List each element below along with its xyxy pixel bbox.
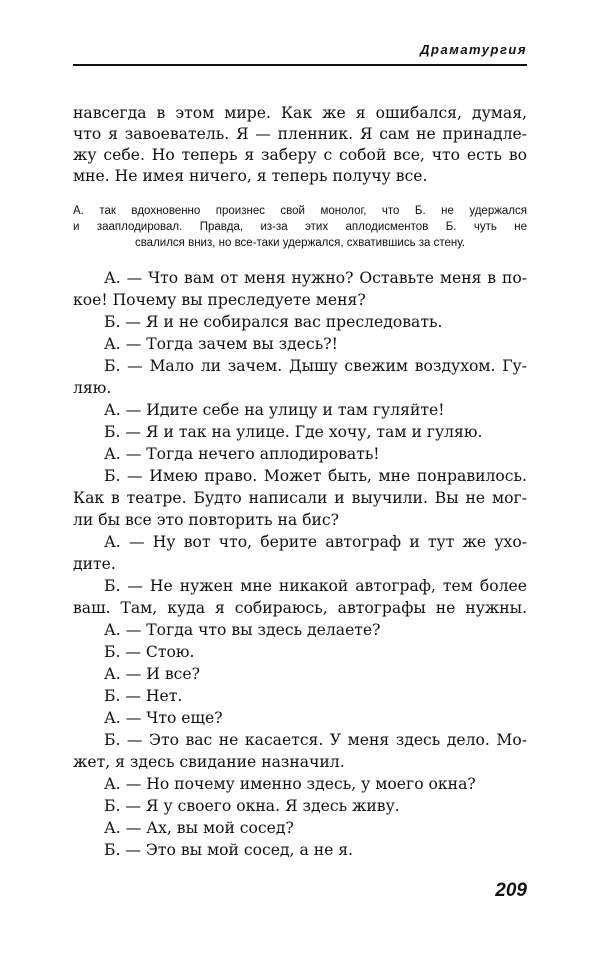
- dialogue-line: Б. — Стою.: [104, 643, 195, 661]
- dialogue-line: дите.: [73, 555, 116, 573]
- dialogue-line: ли бы все это повторить на бис?: [73, 511, 339, 529]
- dialogue-line: Как в театре. Будто написали и выучили. Вы не мог-: [73, 489, 527, 507]
- dialogue-line: Б. — Не нужен мне никакой автограф, тем более: [104, 577, 527, 595]
- text-line: навсегда в этом мире. Как же я ошибался, думая,: [73, 104, 527, 122]
- dialogue-line: А. — Тогда зачем вы здесь?!: [104, 335, 338, 353]
- dialogue-line: Б. — Я и так на улице. Где хочу, там и гуляю.: [104, 423, 483, 441]
- dialogue-line: ваш. Там, куда я собираюсь, автографы не нужны.: [73, 599, 527, 617]
- dialogue-line: А. — Но почему именно здесь, у моего окна?: [104, 775, 476, 793]
- text-line: что я завоеватель. Я — пленник. Я сам не принадле-: [73, 125, 527, 143]
- dialogue-line: А. — Ну вот что, берите автограф и тут же ухо-: [104, 533, 527, 551]
- dialogue-line: Б. — Я у своего окна. Я здесь живу.: [104, 797, 400, 815]
- dialogue-line: кое! Почему вы преследуете меня?: [73, 291, 366, 309]
- dialogue-line: А. — Тогда что вы здесь делаете?: [104, 621, 381, 639]
- dialogue-line: ляю.: [73, 379, 112, 397]
- dialogue-line: А. — Ах, вы мой сосед?: [104, 819, 294, 837]
- dialogue-line: А. — Идите себе на улицу и там гуляйте!: [104, 401, 445, 419]
- dialogue-line: Б. — Я и не собирался вас преследовать.: [104, 313, 443, 331]
- text-line: жу себе. Но теперь я заберу с собой все, что есть во: [73, 146, 527, 164]
- dialogue-line: А. — И все?: [104, 665, 200, 683]
- dialogue-line: А. — Что еще?: [104, 709, 223, 727]
- running-head: Драматургия: [420, 42, 527, 57]
- dialogue-line: А. — Тогда нечего аплодировать!: [104, 445, 380, 463]
- stage-line: А. так вдохновенно произнес свой монолог, что Б. не удержался: [73, 205, 527, 217]
- dialogue-line: Б. — Это вас не касается. У меня здесь дело. Мо-: [104, 731, 527, 749]
- dialogue-line: Б. — Нет.: [104, 687, 183, 705]
- stage-line: свалился вниз, но все-таки удержался, схватившись за стену.: [134, 237, 466, 249]
- dialogue-line: жет, я здесь свидание назначил.: [73, 753, 345, 771]
- page-number: 209: [495, 880, 527, 901]
- dialogue-line: Б. — Мало ли зачем. Дышу свежим воздухом. Гу-: [104, 357, 527, 375]
- text-line: мне. Не имея ничего, я теперь получу все.: [73, 167, 428, 185]
- dialogue-line: Б. — Это вы мой сосед, а не я.: [104, 841, 354, 859]
- stage-line: и зааплодировал. Правда, из-за этих аплодисментов Б. чуть не: [73, 221, 527, 233]
- dialogue-line: Б. — Имею право. Может быть, мне понравилось.: [104, 467, 527, 485]
- header-rule: [73, 64, 527, 66]
- dialogue-line: А. — Что вам от меня нужно? Оставьте меня в по-: [104, 269, 527, 287]
